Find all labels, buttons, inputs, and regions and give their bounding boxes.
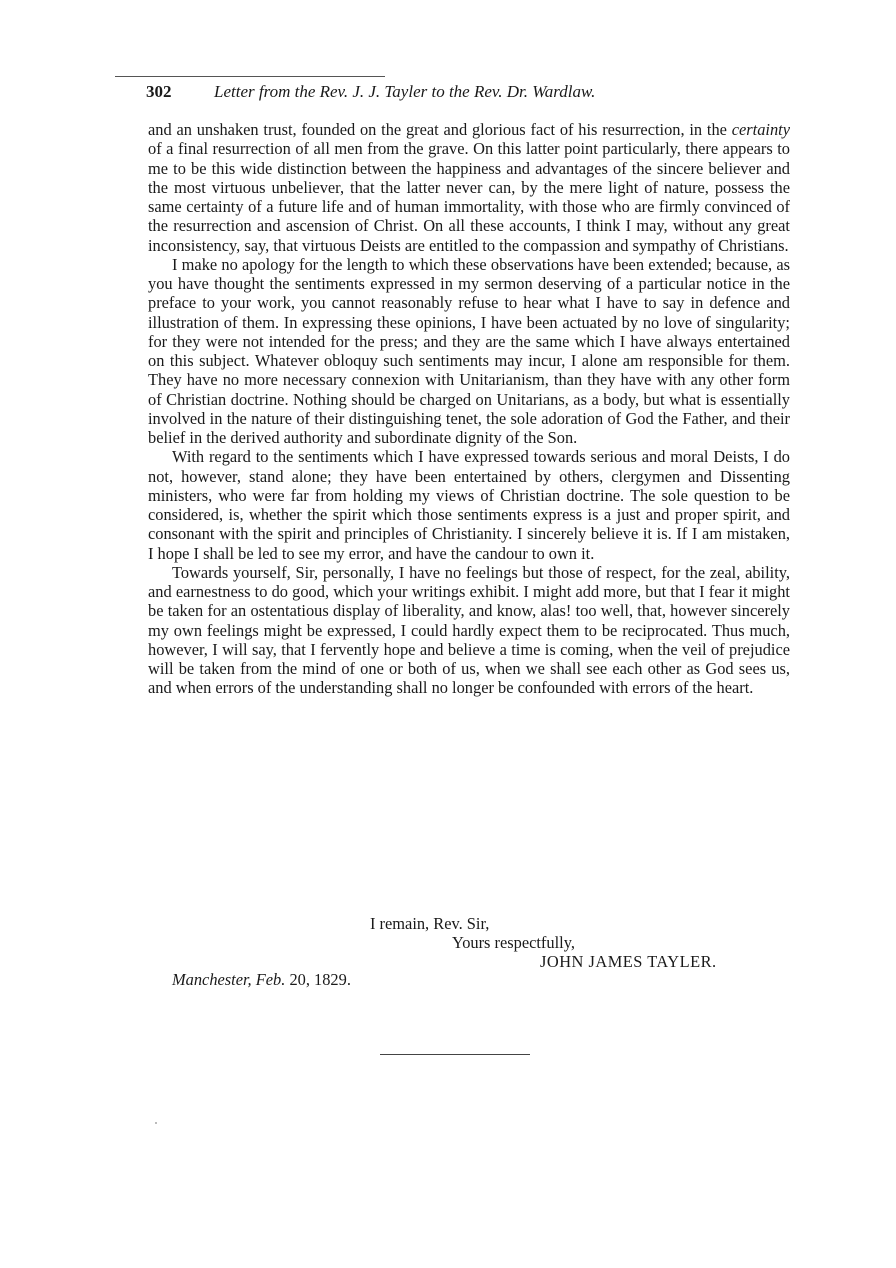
paragraph-deists: With regard to the sentiments which I have expressed towards serious and moral Deists, I do not, however, stand alone; they have been entertained by others, clergymen and Dissenting ministers, who were far from holding my views of Christian doctrine. The sole question to be considered, is, whether the spirit which those sentiments express is a just and proper spirit, and consonant with the spirit and principles of Christianity. I sincerely believe it is. If I am mistaken, I hope I shall be led to see my error, and have the candour to own it.: [148, 447, 790, 563]
paragraph-apology: I make no apology for the length to which these observations have been extended; because, as you have thought the sentiments expressed in my sermon deserving of a particular notice in the preface to your work, you cannot reasonably refuse to hear what I have to say in defence and illustration of them. In expressing these opinions, I have been actuated by no love of singularity; for they were not intended for the press; and they are the same which I have always entertained on this subject. Whatever obloquy such sentiments may incur, I alone am responsible for them. They have no more necessary connexion with Unitarianism, than they have with any other form of Christian doctrine. Nothing should be charged on Unitarians, as a body, but what is essentially involved in the nature of their distinguishing tenet, the sole adoration of God the Father, and their belief in the derived authority and subordinate dignity of the Son.: [148, 254, 790, 447]
closing-salutation: I remain, Rev. Sir,: [370, 914, 490, 933]
paragraph-text-start: and an unshaken trust, founded on the great and glorious fact of his resurrection, in the: [148, 120, 732, 139]
dateline: [172, 970, 351, 990]
letter-body: [148, 120, 790, 698]
closing-valediction: Yours respectfully,: [452, 933, 575, 952]
paragraph-continuation: [148, 120, 790, 255]
signature: JOHN JAMES TAYLER.: [540, 952, 717, 971]
end-rule: [380, 1054, 530, 1055]
paragraph-respect: Towards yourself, Sir, personally, I have no feelings but those of respect, for the zeal, ability, and earnestness to do good, which your writings exhibit. I might add more, but that I fear it might be taken for an ostentatious display of liberality, and know, alas! too well, that, however sincerely my own feelings might be expressed, I could hardly expect them to be reciprocated. Thus much, however, I will say, that I fervently hope and believe a time is coming, when the veil of prejudice will be taken from the mind of one or both of us, when we shall see each other as God sees us, and when errors of the understanding shall no longer be confounded with errors of the heart.: [148, 562, 790, 698]
dateline-place: Manchester, Feb.: [172, 970, 286, 989]
emphasized-word: certainty: [731, 120, 790, 139]
page-number: 302: [146, 82, 172, 101]
dateline-date: 20, 1829.: [289, 970, 351, 989]
print-speck: [155, 1122, 157, 1124]
header-rule: [115, 76, 385, 77]
running-title: Letter from the Rev. J. J. Tayler to the Rev. Dr. Wardlaw.: [214, 82, 596, 101]
running-head: [146, 82, 796, 108]
paragraph-text-end: of a final resurrection of all men from the grave. On this latter point particularly, there appears to me to be this wide distinction between the happiness and advantages of the sincere believer and the most virtuous unbeliever, that the latter never can, by the mere light of nature, possess the same certainty of a future life and of human immortality, with those who are firmly convinced of the resurrection and ascension of Christ. On all these accounts, I think I may, without any great inconsistency, say, that virtuous Deists are entitled to the compassion and sympathy of Christians.: [148, 139, 790, 255]
